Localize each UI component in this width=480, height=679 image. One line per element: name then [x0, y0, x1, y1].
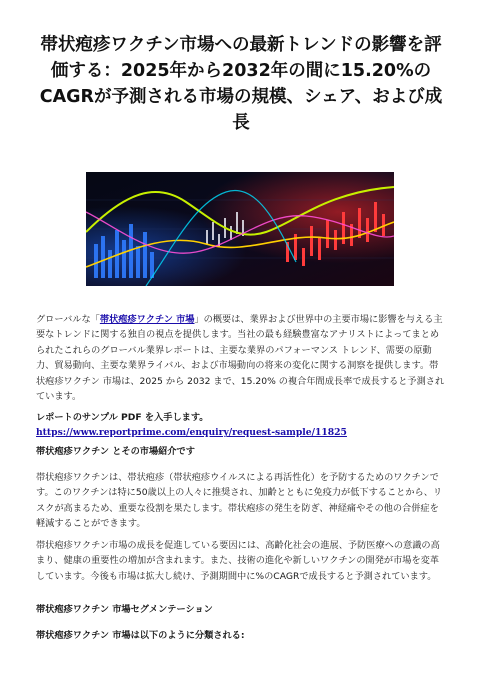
- intro-suffix: 」の概要は、業界および世界中の主要市場に影響を与える主要なトレンドに関する独自の視点を提供します。当社の最も経験豊富なアナリストによってまとめられたこれらのグローバル業界レポートは、主要な業界のパフォーマンス トレンド、需要の原動力、貿易動向、主要な業界ライバル、および市場動向の将来の変化に関する洞察を提供します。帯状疱疹ワクチン 市場は、2025 から 2032 まで、15.20% の複合年間成長率で成長すると予測されています。: [36, 314, 445, 403]
- sample-label: レポートのサンプル PDF を入手します。: [36, 412, 209, 423]
- sample-request-paragraph: [36, 410, 446, 441]
- section-heading-classification: 帯状疱疹ワクチン 市場は以下のように分類される:: [36, 630, 245, 641]
- page-title: 帯状疱疹ワクチン市場への最新トレンドの影響を評価する：2025年から2032年の間に15.20%のCAGRが予測される市場の規模、シェア、および成長: [39, 35, 443, 133]
- hero-stock-chart-image: [86, 172, 394, 286]
- sample-request-link[interactable]: https://www.reportprime.com/enquiry/request-sample/11825: [36, 427, 347, 439]
- intro-paragraph: [36, 312, 446, 404]
- market-growth-paragraph: 帯状疱疹ワクチン市場の成長を促進している要因には、高齢化社会の進展、予防医療への意識の高まり、健康の重要性の増加が含まれます。また、技術の進化や新しいワクチンの開発が市場を変革しています。今後も市場は拡大し続け、予測期間中に%のCAGRで成長すると予測されています。: [36, 540, 440, 582]
- vaccine-description-paragraph: 帯状疱疹ワクチンは、帯状疱疹（帯状疱疹ウイルスによる再活性化）を予防するためのワクチンです。このワクチンは特に50歳以上の人々に推奨され、加齢とともに免疫力が低下することから、リスクが高まるため、重要な役割を果たします。帯状疱疹の発生を防ぎ、神経痛やその他の合併症を軽減することができます。: [36, 472, 443, 530]
- section-heading-segmentation: 帯状疱疹ワクチン 市場セグメンテーション: [36, 604, 213, 615]
- intro-prefix: グローバルな「: [36, 314, 100, 325]
- market-report-link[interactable]: 帯状疱疹ワクチン 市場: [99, 314, 195, 325]
- section-heading-intro: 帯状疱疹ワクチン とその市場紹介です: [36, 446, 195, 457]
